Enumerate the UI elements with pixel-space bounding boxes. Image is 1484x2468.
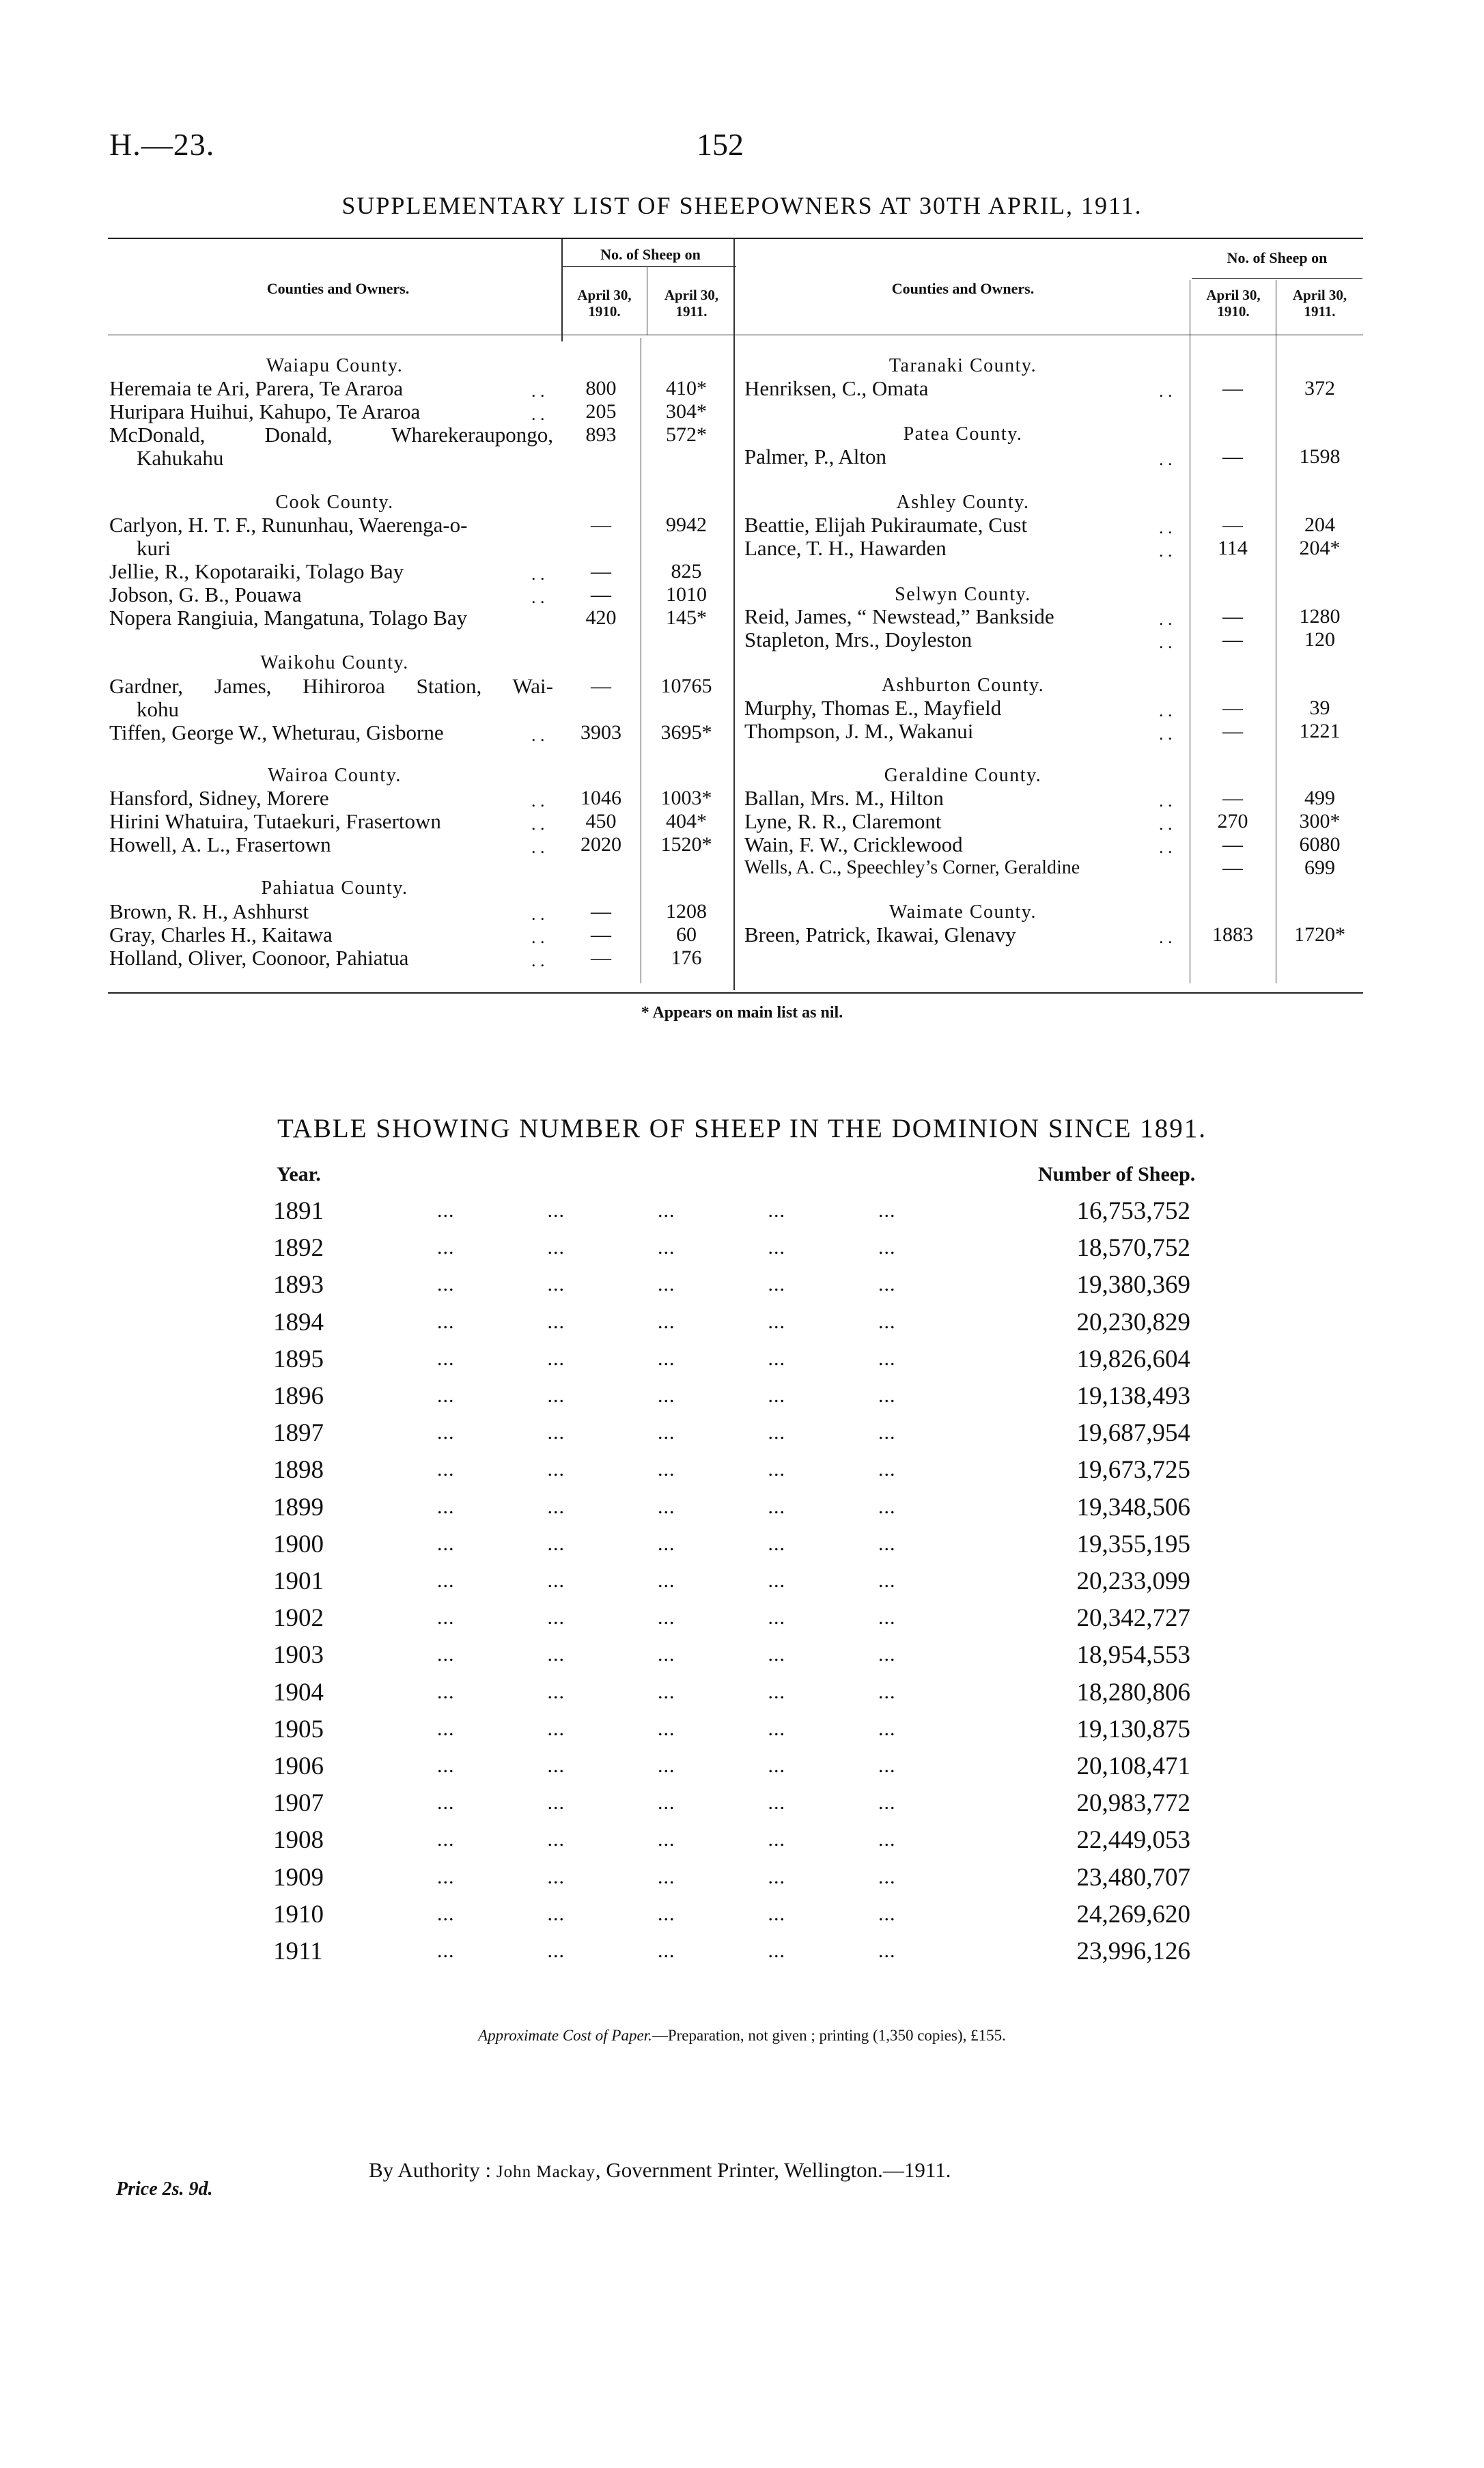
owner-entry: Lyne, R. R., Claremont (744, 809, 942, 833)
dot-leader: . . (1159, 632, 1173, 652)
year-cell: 1905 (273, 1715, 324, 1743)
sheep-count-cell: 19,130,875 (1076, 1715, 1190, 1743)
sheep-count-cell: 20,342,727 (1076, 1604, 1190, 1632)
sheep-count-cell: 18,570,752 (1076, 1234, 1190, 1262)
sheep-count-cell: 19,380,369 (1076, 1271, 1190, 1299)
sheep-1910: 800 (585, 377, 617, 399)
cost-note (0, 2027, 1484, 2045)
owner-entry: Palmer, P., Alton (744, 445, 887, 468)
sheep-count-cell: 23,996,126 (1076, 1937, 1190, 1965)
owner-entry: Jellie, R., Kopotaraiki, Tolago Bay (109, 559, 404, 583)
owner-entry: Tiffen, George W., Wheturau, Gisborne (109, 720, 444, 744)
sheep-1910: — (1222, 697, 1243, 719)
sheep-1911: 120 (1304, 628, 1335, 651)
left-sheep-subrule (562, 266, 736, 267)
sheep-1911: 572* (666, 423, 707, 446)
sheep-count-cell: 20,983,772 (1076, 1789, 1190, 1817)
owner-entry: Henriksen, C., Omata (744, 376, 929, 400)
owner-entry: Nopera Rangiuia, Mangatuna, Tolago Bay (109, 606, 468, 630)
sheep-1910: — (591, 514, 611, 536)
county-heading: Wairoa County. (268, 765, 402, 786)
dot-leader: ... ... ... ... ... (437, 1717, 896, 1740)
owner-entry: Ballan, Mrs. M., Hilton (744, 786, 944, 810)
dot-leader: ... ... ... ... ... (437, 1421, 896, 1444)
sheep-1910: — (1222, 787, 1243, 809)
dot-leader: ... ... ... ... ... (437, 1273, 896, 1295)
sheep-1910: — (1222, 445, 1243, 468)
right-owners-header: Counties and Owners. (891, 280, 1035, 297)
year-cell: 1902 (273, 1604, 324, 1632)
sheep-1910: — (591, 946, 611, 969)
price: Price 2s. 9d. (116, 2178, 213, 2200)
dot-leader: ... ... ... ... ... (437, 1903, 896, 1925)
sheep-count-cell: 19,673,725 (1076, 1456, 1190, 1484)
sheep-1911: 825 (671, 560, 702, 583)
sheep-count-cell: 19,355,195 (1076, 1530, 1190, 1558)
sheep-count-cell: 18,280,806 (1076, 1679, 1190, 1707)
county-heading: Cook County. (275, 492, 394, 513)
sheep-column-header: Number of Sheep. (1038, 1163, 1196, 1186)
year-cell: 1897 (273, 1419, 324, 1447)
year-cell: 1894 (273, 1308, 324, 1336)
right-sheep-subrule (1192, 278, 1362, 279)
dot-leader: ... ... ... ... ... (437, 1236, 896, 1259)
owner-entry: Stapleton, Mrs., Doyleston (744, 628, 972, 651)
dot-leader: . . (1159, 701, 1173, 720)
sheep-1911: 1280 (1299, 605, 1341, 628)
owner-entry-continued: Kahukahu (137, 446, 224, 470)
sheep-count-cell: 19,138,493 (1076, 1382, 1190, 1410)
year-cell: 1910 (273, 1901, 324, 1929)
authority-label: By Authority : (369, 2158, 492, 2182)
sheep-count-cell: 16,753,752 (1076, 1197, 1190, 1225)
owner-entry: Howell, A. L., Frasertown (109, 832, 331, 856)
sheep-1911: 1010 (666, 583, 707, 606)
right-sheep-header: No. of Sheep on (1227, 249, 1328, 266)
year-cell: 1893 (273, 1271, 324, 1299)
sheep-count-cell: 18,954,553 (1076, 1641, 1190, 1669)
sheep-1910: — (591, 675, 611, 697)
sheep-1911: 9942 (666, 514, 707, 536)
dot-leader: . . (531, 904, 545, 924)
owner-entry: Brown, R. H., Ashhurst (109, 899, 309, 923)
sheep-1910: 420 (585, 606, 617, 629)
sheep-1910: — (591, 583, 611, 606)
year-cell: 1907 (273, 1789, 324, 1817)
year-cell: 1909 (273, 1864, 324, 1892)
owner-entry: Holland, Oliver, Coonoor, Pahiatua (109, 946, 409, 970)
owner-entry: Wells, A. C., Speechley’s Corner, Geraldine (744, 857, 1080, 878)
sheep-1911: 1003* (660, 787, 712, 809)
year-cell: 1911 (273, 1937, 323, 1965)
sheep-1911: 404* (666, 810, 707, 832)
sheep-1910: 2020 (580, 833, 621, 856)
dot-leader: . . (1159, 837, 1173, 857)
table-bottom-rule (108, 992, 1363, 994)
dot-leader: . . (531, 404, 545, 424)
sheep-1910: — (1222, 377, 1243, 399)
county-heading: Pahiatua County. (261, 878, 408, 899)
left-1910-header: April 30, 1910. (577, 287, 632, 320)
owner-entry: Huripara Huihui, Kahupo, Te Araroa (109, 399, 421, 423)
sheep-1911: 39 (1309, 697, 1330, 719)
county-heading: Taranaki County. (888, 355, 1037, 376)
sheep-1911: 176 (671, 946, 702, 969)
owner-entry: Gray, Charles H., Kaitawa (109, 923, 333, 946)
dot-leader: . . (1159, 449, 1173, 469)
year-cell: 1896 (273, 1382, 324, 1410)
sheep-1911: 1720* (1294, 923, 1345, 946)
sheep-1910: — (1222, 833, 1243, 856)
dot-leader: . . (531, 927, 545, 947)
sheep-1911: 1520* (660, 833, 712, 856)
sheep-count-cell: 20,230,829 (1076, 1308, 1190, 1336)
dot-leader: . . (1159, 791, 1173, 811)
year-cell: 1898 (273, 1456, 324, 1484)
dot-leader: ... ... ... ... ... (437, 1866, 896, 1888)
dot-leader: . . (531, 814, 545, 834)
right-1911-header: April 30, 1911. (1292, 287, 1347, 320)
year-cell: 1901 (273, 1567, 324, 1595)
sheep-1910: — (1222, 514, 1243, 536)
dot-leader: . . (1159, 541, 1173, 561)
year-cell: 1891 (273, 1197, 324, 1225)
sheep-1911: 300* (1299, 810, 1341, 832)
dot-leader: . . (1159, 381, 1173, 401)
dominion-table-title: TABLE SHOWING NUMBER OF SHEEP IN THE DOMINION SINCE 1891. (277, 1114, 1207, 1143)
county-heading: Geraldine County. (884, 765, 1042, 786)
owner-entry: Hirini Whatuira, Tutaekuri, Frasertown (109, 809, 441, 833)
county-heading: Waiapu County. (266, 355, 404, 376)
dot-leader: ... ... ... ... ... (437, 1347, 896, 1370)
county-heading: Waimate County. (889, 901, 1037, 923)
cost-label: Approximate Cost of Paper. (478, 2027, 652, 2044)
sheep-1911: 1221 (1299, 720, 1341, 742)
dot-leader: ... ... ... ... ... (437, 1939, 896, 1962)
dot-leader: ... ... ... ... ... (437, 1310, 896, 1333)
year-cell: 1908 (273, 1826, 324, 1854)
dot-leader: . . (531, 791, 545, 811)
dot-leader: ... ... ... ... ... (437, 1606, 896, 1629)
page-number: 152 (697, 127, 744, 162)
sheep-count-cell: 20,233,099 (1076, 1567, 1190, 1595)
owner-entry-continued: kuri (137, 536, 171, 560)
left-1911-header: April 30, 1911. (664, 287, 719, 320)
year-column-header: Year. (277, 1163, 321, 1186)
dot-leader: . . (531, 837, 545, 857)
left-owner-divider (561, 239, 563, 341)
owner-entry: Lance, T. H., Hawarden (744, 536, 947, 560)
dot-leader: ... ... ... ... ... (437, 1384, 896, 1407)
printer-name: John Mackay (496, 2163, 596, 2181)
dot-leader: ... ... ... ... ... (437, 1199, 896, 1222)
cost-text: —Preparation, not given ; printing (1,350 copies), £155. (652, 2027, 1006, 2044)
dot-leader: . . (1159, 518, 1173, 537)
sheep-1911: 499 (1304, 787, 1335, 809)
dot-leader: . . (1159, 814, 1173, 834)
owner-entry: Carlyon, H. T. F., Rununhau, Waerenga-o- (109, 513, 468, 537)
owner-entry: Reid, James, “ Newstead,” Bankside (744, 604, 1054, 628)
sheep-count-cell: 23,480,707 (1076, 1864, 1190, 1892)
sheep-count-cell: 24,269,620 (1076, 1901, 1190, 1929)
sheep-1910: 3903 (580, 721, 621, 744)
sheep-1910: — (591, 923, 611, 946)
sheep-1911: 1598 (1299, 445, 1341, 468)
document-id: H.—23. (109, 127, 215, 162)
dot-leader: ... ... ... ... ... (437, 1643, 896, 1666)
owner-entry: Gardner, James, Hihiroroa Station, Wai- (109, 674, 553, 698)
supplementary-title: SUPPLEMENTARY LIST OF SHEEPOWNERS AT 30TH APRIL, 1911. (341, 192, 1143, 219)
sheep-count-cell: 19,348,506 (1076, 1494, 1190, 1522)
owner-entry: Heremaia te Ari, Parera, Te Araroa (109, 376, 404, 400)
sheep-1910: — (1222, 628, 1243, 651)
table-top-rule (108, 238, 1363, 239)
county-heading: Selwyn County. (895, 584, 1031, 605)
sheep-1910: 893 (585, 423, 617, 446)
owner-entry: Beattie, Elijah Pukiraumate, Cust (744, 513, 1028, 537)
sheep-1911: 1208 (666, 900, 707, 923)
sheep-1910: 450 (585, 810, 617, 832)
sheep-1910: 205 (585, 400, 617, 423)
dot-leader: ... ... ... ... ... (437, 1458, 896, 1481)
owner-entry: Hansford, Sidney, Morere (109, 786, 329, 810)
owner-entry-continued: kohu (137, 697, 179, 721)
sheep-1910: — (591, 900, 611, 923)
printer-details: , Government Printer, Wellington.—1911. (595, 2158, 951, 2182)
sheep-count-cell: 19,687,954 (1076, 1419, 1190, 1447)
dot-leader: . . (531, 587, 545, 607)
year-cell: 1903 (273, 1641, 324, 1669)
sheep-1910: 270 (1217, 810, 1248, 832)
county-heading: Patea County. (903, 423, 1023, 445)
dot-leader: . . (531, 381, 545, 401)
sheep-count-cell: 19,826,604 (1076, 1345, 1190, 1373)
sheep-1911: 304* (666, 400, 707, 423)
left-owners-header: Counties and Owners. (266, 280, 410, 297)
sheep-1911: 145* (666, 606, 707, 629)
owner-entry: Jobson, G. B., Pouawa (109, 583, 302, 606)
dot-leader: ... ... ... ... ... (437, 1532, 896, 1555)
dot-leader: ... ... ... ... ... (437, 1496, 896, 1518)
dot-leader: . . (1159, 927, 1173, 947)
dot-leader: ... ... ... ... ... (437, 1791, 896, 1814)
sheep-1910: — (1222, 720, 1243, 742)
sheep-1911: 10765 (660, 675, 712, 697)
owner-entry: Thompson, J. M., Wakanui (744, 719, 974, 743)
sheep-1911: 372 (1304, 377, 1335, 399)
sheep-1911: 699 (1304, 856, 1335, 879)
footnote: * Appears on main list as nil. (641, 1004, 843, 1022)
year-cell: 1904 (273, 1679, 324, 1707)
year-cell: 1900 (273, 1530, 324, 1558)
sheep-1911: 204* (1299, 537, 1341, 559)
year-cell: 1906 (273, 1752, 324, 1780)
owner-entry: Breen, Patrick, Ikawai, Glenavy (744, 923, 1016, 946)
right-1910-header: April 30, 1910. (1206, 287, 1261, 320)
dot-leader: . . (531, 725, 545, 745)
dot-leader: . . (1159, 609, 1173, 629)
dot-leader: ... ... ... ... ... (437, 1828, 896, 1851)
dot-leader: . . (531, 564, 545, 584)
dot-leader: ... ... ... ... ... (437, 1754, 896, 1777)
year-cell: 1895 (273, 1345, 324, 1373)
sheep-1910: 1046 (580, 787, 621, 809)
left-sheep-header: No. of Sheep on (600, 246, 701, 263)
sheep-1911: 6080 (1299, 833, 1341, 856)
owner-entry: Murphy, Thomas E., Mayfield (744, 696, 1002, 720)
dot-leader: ... ... ... ... ... (437, 1681, 896, 1703)
sheep-1911: 3695* (660, 721, 712, 744)
year-cell: 1892 (273, 1234, 324, 1262)
sheep-1911: 60 (676, 923, 697, 946)
sheep-1911: 204 (1304, 514, 1335, 536)
sheep-1910: — (591, 560, 611, 583)
sheep-1911: 410* (666, 377, 707, 399)
sheep-1910: 114 (1218, 537, 1248, 559)
printer-imprint (369, 2158, 951, 2183)
center-divider (733, 239, 735, 990)
dot-leader: ... ... ... ... ... (437, 1569, 896, 1592)
year-cell: 1899 (273, 1494, 324, 1522)
dot-leader: . . (531, 951, 545, 970)
owner-entry: McDonald, Donald, Wharekeraupongo, (109, 423, 553, 447)
county-heading: Ashburton County. (881, 675, 1045, 696)
sheep-1910: — (1222, 856, 1243, 879)
dot-leader: . . (1159, 724, 1173, 744)
sheep-count-cell: 20,108,471 (1076, 1752, 1190, 1780)
sheep-count-cell: 22,449,053 (1076, 1826, 1190, 1854)
owner-entry: Wain, F. W., Cricklewood (744, 832, 963, 856)
sheep-1910: — (1222, 605, 1243, 628)
county-heading: Ashley County. (896, 492, 1030, 513)
sheep-1910: 1883 (1212, 923, 1253, 946)
county-heading: Waikohu County. (260, 652, 409, 673)
